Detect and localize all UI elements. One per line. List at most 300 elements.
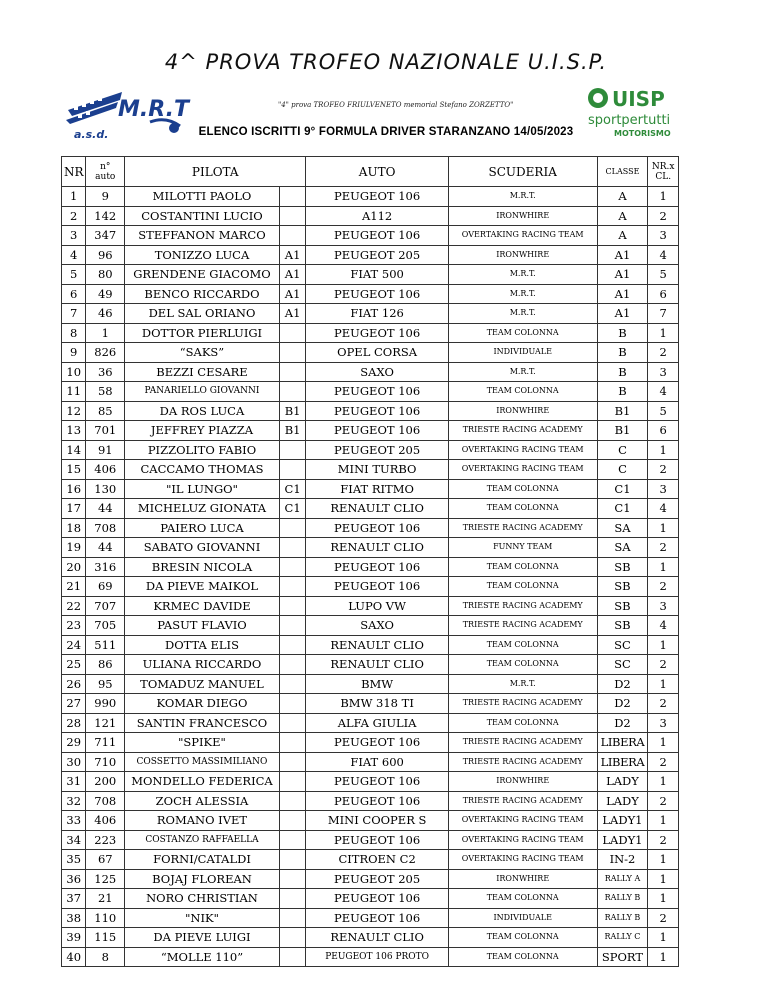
- cell-auto-number: 95: [86, 674, 125, 694]
- cell-pilota: GRENDENE GIACOMO: [125, 265, 280, 285]
- cell-auto: RENAULT CLIO: [306, 928, 449, 948]
- cell-nr: 2: [62, 206, 86, 226]
- header-auto-number-line2: auto: [95, 171, 116, 182]
- cell-auto-number: 121: [86, 713, 125, 733]
- cell-subclass: [279, 538, 305, 558]
- cell-nr: 37: [62, 889, 86, 909]
- cell-subclass: [279, 557, 305, 577]
- cell-auto: RENAULT CLIO: [306, 655, 449, 675]
- cell-auto-number: 511: [86, 635, 125, 655]
- cell-auto-number: 69: [86, 577, 125, 597]
- cell-auto: RENAULT CLIO: [306, 538, 449, 558]
- cell-scuderia: TEAM COLONNA: [448, 928, 597, 948]
- cell-subclass: C1: [279, 499, 305, 519]
- cell-classe: A1: [597, 304, 648, 324]
- cell-scuderia: IRONWHIRE: [448, 869, 597, 889]
- cell-class-position: 4: [648, 616, 679, 636]
- cell-subclass: [279, 928, 305, 948]
- cell-pilota: DA PIEVE LUIGI: [125, 928, 280, 948]
- cell-nr: 24: [62, 635, 86, 655]
- table-row: [62, 538, 679, 558]
- cell-class-position: 2: [648, 343, 679, 363]
- cell-pilota: JEFFREY PIAZZA: [125, 421, 280, 441]
- cell-pilota: COSTANTINI LUCIO: [125, 206, 280, 226]
- cell-class-position: 6: [648, 284, 679, 304]
- entry-list-table: [61, 156, 679, 967]
- cell-auto-number: 223: [86, 830, 125, 850]
- table-row: [62, 265, 679, 285]
- cell-auto: PEUGEOT 106: [306, 791, 449, 811]
- cell-class-position: 2: [648, 206, 679, 226]
- header-nr-per-class-line1: NR.x: [651, 161, 675, 172]
- cell-scuderia: TRIESTE RACING ACADEMY: [448, 752, 597, 772]
- cell-pilota: BRESIN NICOLA: [125, 557, 280, 577]
- cell-classe: B1: [597, 401, 648, 421]
- cell-auto-number: 142: [86, 206, 125, 226]
- cell-nr: 18: [62, 518, 86, 538]
- cell-subclass: [279, 772, 305, 792]
- cell-auto-number: 708: [86, 791, 125, 811]
- cell-nr: 7: [62, 304, 86, 324]
- cell-nr: 20: [62, 557, 86, 577]
- cell-auto-number: 44: [86, 499, 125, 519]
- cell-nr: 10: [62, 362, 86, 382]
- cell-scuderia: IRONWHIRE: [448, 401, 597, 421]
- table-row: [62, 830, 679, 850]
- cell-subclass: [279, 869, 305, 889]
- cell-scuderia: TEAM COLONNA: [448, 577, 597, 597]
- cell-classe: LIBERA: [597, 752, 648, 772]
- cell-classe: A1: [597, 245, 648, 265]
- cell-subclass: [279, 187, 305, 207]
- header-auto: AUTO: [306, 157, 449, 187]
- cell-auto-number: 80: [86, 265, 125, 285]
- cell-subclass: B1: [279, 401, 305, 421]
- cell-auto-number: 711: [86, 733, 125, 753]
- table-row: [62, 460, 679, 480]
- cell-pilota: DOTTOR PIERLUIGI: [125, 323, 280, 343]
- cell-class-position: 1: [648, 928, 679, 948]
- cell-subclass: [279, 577, 305, 597]
- cell-classe: RALLY C: [597, 928, 648, 948]
- cell-pilota: NORO CHRISTIAN: [125, 889, 280, 909]
- cell-nr: 27: [62, 694, 86, 714]
- cell-auto: PEUGEOT 106: [306, 284, 449, 304]
- table-row: [62, 596, 679, 616]
- cell-pilota: DA ROS LUCA: [125, 401, 280, 421]
- cell-classe: C: [597, 440, 648, 460]
- cell-pilota: "SPIKE": [125, 733, 280, 753]
- cell-auto: BMW 318 TI: [306, 694, 449, 714]
- cell-nr: 31: [62, 772, 86, 792]
- cell-scuderia: M.R.T.: [448, 304, 597, 324]
- table-row: [62, 557, 679, 577]
- cell-scuderia: OVERTAKING RACING TEAM: [448, 811, 597, 831]
- cell-classe: RALLY A: [597, 869, 648, 889]
- cell-auto: PEUGEOT 106: [306, 421, 449, 441]
- cell-subclass: [279, 382, 305, 402]
- table-row: [62, 752, 679, 772]
- table-row: [62, 928, 679, 948]
- cell-nr: 23: [62, 616, 86, 636]
- cell-auto-number: 36: [86, 362, 125, 382]
- table-row: [62, 616, 679, 636]
- cell-auto-number: 406: [86, 460, 125, 480]
- cell-class-position: 3: [648, 479, 679, 499]
- list-title: ELENCO ISCRITTI 9° FORMULA DRIVER STARANZANO 14/05/2023: [198, 126, 574, 138]
- cell-subclass: [279, 440, 305, 460]
- cell-auto-number: 826: [86, 343, 125, 363]
- cell-subclass: [279, 226, 305, 246]
- cell-auto-number: 67: [86, 850, 125, 870]
- cell-auto: RENAULT CLIO: [306, 635, 449, 655]
- cell-class-position: 3: [648, 596, 679, 616]
- cell-nr: 28: [62, 713, 86, 733]
- cell-nr: 22: [62, 596, 86, 616]
- table-row: [62, 421, 679, 441]
- cell-auto-number: 8: [86, 947, 125, 967]
- cell-pilota: “SAKS”: [125, 343, 280, 363]
- cell-scuderia: OVERTAKING RACING TEAM: [448, 226, 597, 246]
- cell-scuderia: OVERTAKING RACING TEAM: [448, 460, 597, 480]
- table-row: [62, 323, 679, 343]
- cell-auto: PEUGEOT 106: [306, 323, 449, 343]
- cell-subclass: [279, 674, 305, 694]
- cell-class-position: 1: [648, 635, 679, 655]
- table-row: [62, 694, 679, 714]
- cell-scuderia: M.R.T.: [448, 284, 597, 304]
- cell-pilota: KRMEC DAVIDE: [125, 596, 280, 616]
- cell-auto-number: 96: [86, 245, 125, 265]
- cell-auto: PEUGEOT 106: [306, 557, 449, 577]
- cell-class-position: 2: [648, 655, 679, 675]
- cell-subclass: A1: [279, 284, 305, 304]
- cell-classe: RALLY B: [597, 889, 648, 909]
- cell-classe: B: [597, 362, 648, 382]
- cell-classe: RALLY B: [597, 908, 648, 928]
- cell-scuderia: OVERTAKING RACING TEAM: [448, 850, 597, 870]
- cell-subclass: [279, 947, 305, 967]
- cell-classe: D2: [597, 674, 648, 694]
- cell-auto-number: 46: [86, 304, 125, 324]
- cell-classe: C1: [597, 499, 648, 519]
- cell-class-position: 4: [648, 245, 679, 265]
- cell-scuderia: FUNNY TEAM: [448, 538, 597, 558]
- cell-scuderia: TEAM COLONNA: [448, 889, 597, 909]
- cell-pilota: PIZZOLITO FABIO: [125, 440, 280, 460]
- cell-auto-number: 990: [86, 694, 125, 714]
- cell-nr: 17: [62, 499, 86, 519]
- cell-scuderia: TEAM COLONNA: [448, 947, 597, 967]
- cell-auto: RENAULT CLIO: [306, 499, 449, 519]
- cell-nr: 19: [62, 538, 86, 558]
- cell-pilota: COSTANZO RAFFAELLA: [125, 830, 280, 850]
- cell-subclass: A1: [279, 245, 305, 265]
- cell-auto-number: 91: [86, 440, 125, 460]
- cell-pilota: PANARIELLO GIOVANNI: [125, 382, 280, 402]
- cell-nr: 25: [62, 655, 86, 675]
- cell-nr: 3: [62, 226, 86, 246]
- table-row: [62, 869, 679, 889]
- cell-classe: C1: [597, 479, 648, 499]
- table-row: [62, 226, 679, 246]
- table-row: [62, 401, 679, 421]
- cell-class-position: 2: [648, 830, 679, 850]
- cell-auto: CITROEN C2: [306, 850, 449, 870]
- cell-classe: SB: [597, 557, 648, 577]
- cell-auto: PEUGEOT 106: [306, 518, 449, 538]
- cell-nr: 4: [62, 245, 86, 265]
- event-subtitle: "4" prova TROFEO FRIULVENETO memorial Stefano ZORZETTO": [278, 101, 514, 109]
- cell-auto: PEUGEOT 106: [306, 226, 449, 246]
- cell-auto: PEUGEOT 106: [306, 401, 449, 421]
- table-row: [62, 343, 679, 363]
- cell-subclass: [279, 323, 305, 343]
- cell-scuderia: IRONWHIRE: [448, 772, 597, 792]
- cell-subclass: [279, 889, 305, 909]
- cell-nr: 36: [62, 869, 86, 889]
- cell-subclass: [279, 733, 305, 753]
- cell-classe: B1: [597, 421, 648, 441]
- cell-scuderia: TEAM COLONNA: [448, 655, 597, 675]
- cell-pilota: TOMADUZ MANUEL: [125, 674, 280, 694]
- cell-nr: 21: [62, 577, 86, 597]
- table-row: [62, 518, 679, 538]
- cell-subclass: C1: [279, 479, 305, 499]
- cell-pilota: "IL LUNGO": [125, 479, 280, 499]
- cell-subclass: [279, 635, 305, 655]
- cell-pilota: TONIZZO LUCA: [125, 245, 280, 265]
- cell-scuderia: TRIESTE RACING ACADEMY: [448, 596, 597, 616]
- cell-nr: 32: [62, 791, 86, 811]
- table-row: [62, 947, 679, 967]
- header-nr-per-class: [648, 157, 679, 187]
- cell-scuderia: TEAM COLONNA: [448, 499, 597, 519]
- cell-nr: 1: [62, 187, 86, 207]
- cell-auto-number: 44: [86, 538, 125, 558]
- cell-auto: MINI TURBO: [306, 460, 449, 480]
- cell-subclass: [279, 713, 305, 733]
- table-row: [62, 206, 679, 226]
- cell-pilota: PASUT FLAVIO: [125, 616, 280, 636]
- cell-class-position: 2: [648, 538, 679, 558]
- cell-auto: MINI COOPER S: [306, 811, 449, 831]
- cell-scuderia: TRIESTE RACING ACADEMY: [448, 733, 597, 753]
- cell-subclass: [279, 206, 305, 226]
- cell-auto: PEUGEOT 205: [306, 869, 449, 889]
- cell-class-position: 1: [648, 187, 679, 207]
- cell-auto-number: 85: [86, 401, 125, 421]
- header-classe: CLASSE: [597, 157, 648, 187]
- header-auto-number: [86, 157, 125, 187]
- cell-auto-number: 347: [86, 226, 125, 246]
- cell-scuderia: TEAM COLONNA: [448, 382, 597, 402]
- cell-classe: IN-2: [597, 850, 648, 870]
- cell-classe: SC: [597, 655, 648, 675]
- cell-auto: LUPO VW: [306, 596, 449, 616]
- cell-subclass: [279, 908, 305, 928]
- cell-scuderia: IRONWHIRE: [448, 206, 597, 226]
- cell-class-position: 2: [648, 752, 679, 772]
- cell-pilota: MICHELUZ GIONATA: [125, 499, 280, 519]
- cell-pilota: PAIERO LUCA: [125, 518, 280, 538]
- cell-auto-number: 21: [86, 889, 125, 909]
- cell-auto: PEUGEOT 106: [306, 577, 449, 597]
- cell-class-position: 4: [648, 499, 679, 519]
- cell-class-position: 1: [648, 869, 679, 889]
- mrt-logo-text: M.R.T: [118, 97, 189, 122]
- cell-scuderia: M.R.T.: [448, 362, 597, 382]
- cell-auto: ALFA GIULIA: [306, 713, 449, 733]
- cell-auto: PEUGEOT 106: [306, 187, 449, 207]
- cell-classe: LADY1: [597, 811, 648, 831]
- cell-subclass: [279, 616, 305, 636]
- uisp-logo-text: UISP: [612, 87, 665, 111]
- cell-auto: FIAT 126: [306, 304, 449, 324]
- cell-scuderia: OVERTAKING RACING TEAM: [448, 440, 597, 460]
- cell-nr: 14: [62, 440, 86, 460]
- table-row: [62, 791, 679, 811]
- cell-auto: PEUGEOT 205: [306, 440, 449, 460]
- cell-classe: A1: [597, 265, 648, 285]
- cell-subclass: [279, 830, 305, 850]
- cell-nr: 15: [62, 460, 86, 480]
- cell-pilota: COSSETTO MASSIMILIANO: [125, 752, 280, 772]
- cell-classe: SC: [597, 635, 648, 655]
- cell-scuderia: TRIESTE RACING ACADEMY: [448, 694, 597, 714]
- header-pilota: PILOTA: [125, 157, 306, 187]
- table-row: [62, 284, 679, 304]
- header-auto-number-line1: n°: [100, 161, 111, 172]
- cell-class-position: 1: [648, 811, 679, 831]
- cell-scuderia: TEAM COLONNA: [448, 557, 597, 577]
- cell-nr: 16: [62, 479, 86, 499]
- cell-class-position: 1: [648, 440, 679, 460]
- cell-auto: OPEL CORSA: [306, 343, 449, 363]
- cell-auto: PEUGEOT 106: [306, 908, 449, 928]
- cell-class-position: 5: [648, 265, 679, 285]
- cell-nr: 5: [62, 265, 86, 285]
- cell-auto-number: 110: [86, 908, 125, 928]
- cell-classe: A: [597, 187, 648, 207]
- cell-auto-number: 701: [86, 421, 125, 441]
- cell-auto: FIAT RITMO: [306, 479, 449, 499]
- table-row: [62, 635, 679, 655]
- cell-scuderia: M.R.T.: [448, 674, 597, 694]
- cell-nr: 9: [62, 343, 86, 363]
- table-row: [62, 577, 679, 597]
- cell-classe: LADY: [597, 772, 648, 792]
- cell-pilota: SABATO GIOVANNI: [125, 538, 280, 558]
- cell-subclass: [279, 752, 305, 772]
- cell-auto: SAXO: [306, 362, 449, 382]
- cell-pilota: ZOCH ALESSIA: [125, 791, 280, 811]
- cell-nr: 8: [62, 323, 86, 343]
- cell-class-position: 1: [648, 674, 679, 694]
- cell-subclass: [279, 791, 305, 811]
- cell-scuderia: TEAM COLONNA: [448, 323, 597, 343]
- cell-classe: A: [597, 206, 648, 226]
- cell-scuderia: M.R.T.: [448, 187, 597, 207]
- cell-nr: 34: [62, 830, 86, 850]
- cell-auto-number: 115: [86, 928, 125, 948]
- cell-scuderia: TEAM COLONNA: [448, 713, 597, 733]
- table-row: [62, 772, 679, 792]
- cell-nr: 12: [62, 401, 86, 421]
- cell-pilota: “MOLLE 110”: [125, 947, 280, 967]
- cell-scuderia: M.R.T.: [448, 265, 597, 285]
- cell-pilota: ULIANA RICCARDO: [125, 655, 280, 675]
- cell-nr: 33: [62, 811, 86, 831]
- cell-classe: B: [597, 382, 648, 402]
- cell-pilota: DEL SAL ORIANO: [125, 304, 280, 324]
- cell-pilota: DA PIEVE MAIKOL: [125, 577, 280, 597]
- cell-nr: 13: [62, 421, 86, 441]
- table-row: [62, 187, 679, 207]
- cell-subclass: B1: [279, 421, 305, 441]
- cell-classe: B: [597, 323, 648, 343]
- cell-auto: SAXO: [306, 616, 449, 636]
- cell-subclass: A1: [279, 304, 305, 324]
- cell-subclass: [279, 460, 305, 480]
- cell-auto: PEUGEOT 106 PROTO: [306, 947, 449, 967]
- cell-pilota: BENCO RICCARDO: [125, 284, 280, 304]
- cell-nr: 26: [62, 674, 86, 694]
- cell-nr: 40: [62, 947, 86, 967]
- cell-scuderia: INDIVIDUALE: [448, 908, 597, 928]
- header-nr-per-class-line2: CL.: [655, 171, 672, 182]
- cell-pilota: CACCAMO THOMAS: [125, 460, 280, 480]
- cell-scuderia: INDIVIDUALE: [448, 343, 597, 363]
- cell-subclass: [279, 694, 305, 714]
- cell-class-position: 6: [648, 421, 679, 441]
- cell-class-position: 2: [648, 908, 679, 928]
- cell-class-position: 2: [648, 791, 679, 811]
- cell-subclass: [279, 596, 305, 616]
- cell-subclass: A1: [279, 265, 305, 285]
- cell-classe: C: [597, 460, 648, 480]
- cell-pilota: MONDELLO FEDERICA: [125, 772, 280, 792]
- cell-pilota: "NIK": [125, 908, 280, 928]
- cell-classe: LADY: [597, 791, 648, 811]
- cell-scuderia: TRIESTE RACING ACADEMY: [448, 518, 597, 538]
- cell-auto-number: 49: [86, 284, 125, 304]
- table-row: [62, 850, 679, 870]
- cell-pilota: STEFFANON MARCO: [125, 226, 280, 246]
- cell-auto: PEUGEOT 205: [306, 245, 449, 265]
- cell-auto: PEUGEOT 106: [306, 830, 449, 850]
- cell-nr: 6: [62, 284, 86, 304]
- header-nr: NR: [62, 157, 86, 187]
- cell-class-position: 2: [648, 460, 679, 480]
- cell-classe: D2: [597, 694, 648, 714]
- cell-classe: A: [597, 226, 648, 246]
- cell-class-position: 1: [648, 850, 679, 870]
- cell-auto: FIAT 600: [306, 752, 449, 772]
- cell-subclass: [279, 362, 305, 382]
- cell-pilota: MILOTTI PAOLO: [125, 187, 280, 207]
- table-row: [62, 382, 679, 402]
- cell-pilota: BOJAJ FLOREAN: [125, 869, 280, 889]
- table-row: [62, 245, 679, 265]
- cell-auto-number: 58: [86, 382, 125, 402]
- cell-class-position: 1: [648, 947, 679, 967]
- table-row: [62, 499, 679, 519]
- cell-classe: SB: [597, 616, 648, 636]
- cell-class-position: 1: [648, 733, 679, 753]
- cell-scuderia: IRONWHIRE: [448, 245, 597, 265]
- cell-classe: A1: [597, 284, 648, 304]
